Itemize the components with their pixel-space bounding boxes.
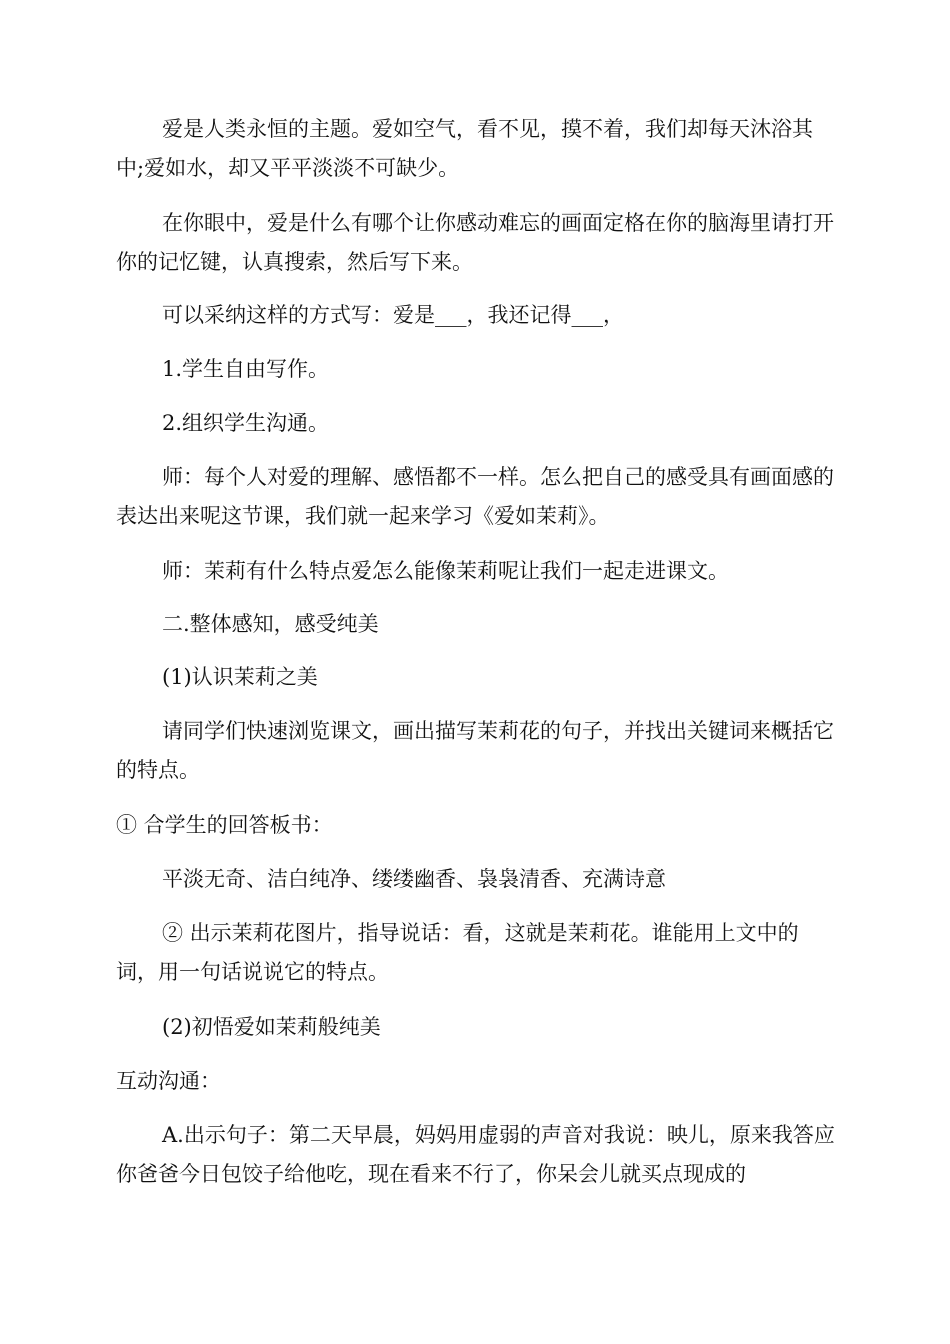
subheading-2: (2)初悟爱如茉莉般纯美 xyxy=(162,1015,381,1039)
paragraph-teacher-1: 师：每个人对爱的理解、感悟都不一样。怎么把自己的感受具有画面感的表达出来呢这节课，我们就一起来学习《爱如茉莉》。 xyxy=(116,465,834,528)
paragraph-keywords: 平淡无奇、洁白纯净、缕缕幽香、袅袅清香、充满诗意 xyxy=(162,867,666,891)
paragraph-interaction: 互动沟通： xyxy=(116,1069,221,1093)
paragraph-in-your-eyes: 在你眼中，爱是什么有哪个让你感动难忘的画面定格在你的脑海里请打开你的记忆键，认真搜索，然后写下来。 xyxy=(116,211,834,274)
paragraph-board-writing: ① 合学生的回答板书： xyxy=(116,813,333,837)
subheading-1: (1)认识茉莉之美 xyxy=(162,665,318,689)
paragraph-show-picture: ② 出示茉莉花图片，指导说话：看，这就是茉莉花。谁能用上文中的词，用一句话说说它的特点。 xyxy=(116,921,799,984)
paragraph-teacher-2: 师：茉莉有什么特点爱怎么能像茉莉呢让我们一起走进课文。 xyxy=(162,559,729,583)
paragraph-writing-format: 可以采纳这样的方式写：爱是___，我还记得___， xyxy=(162,303,624,327)
paragraph-love-theme: 爱是人类永恒的主题。爱如空气，看不见，摸不着，我们却每天沐浴其中;爱如水，却又平平淡淡不可缺少。 xyxy=(116,117,813,180)
paragraph-step-2: 2.组织学生沟通。 xyxy=(162,411,330,435)
paragraph-sentence-a: A.出示句子：第二天早晨，妈妈用虚弱的声音对我说：映儿，原来我答应你爸爸今日包饺子给他吃，现在看来不行了，你呆会儿就买点现成的 xyxy=(116,1123,835,1186)
section-heading-2: 二.整体感知，感受纯美 xyxy=(162,612,379,636)
paragraph-step-1: 1.学生自由写作。 xyxy=(162,357,330,381)
paragraph-browse-text: 请同学们快速浏览课文，画出描写茉莉花的句子，并找出关键词来概括它的特点。 xyxy=(116,719,834,782)
